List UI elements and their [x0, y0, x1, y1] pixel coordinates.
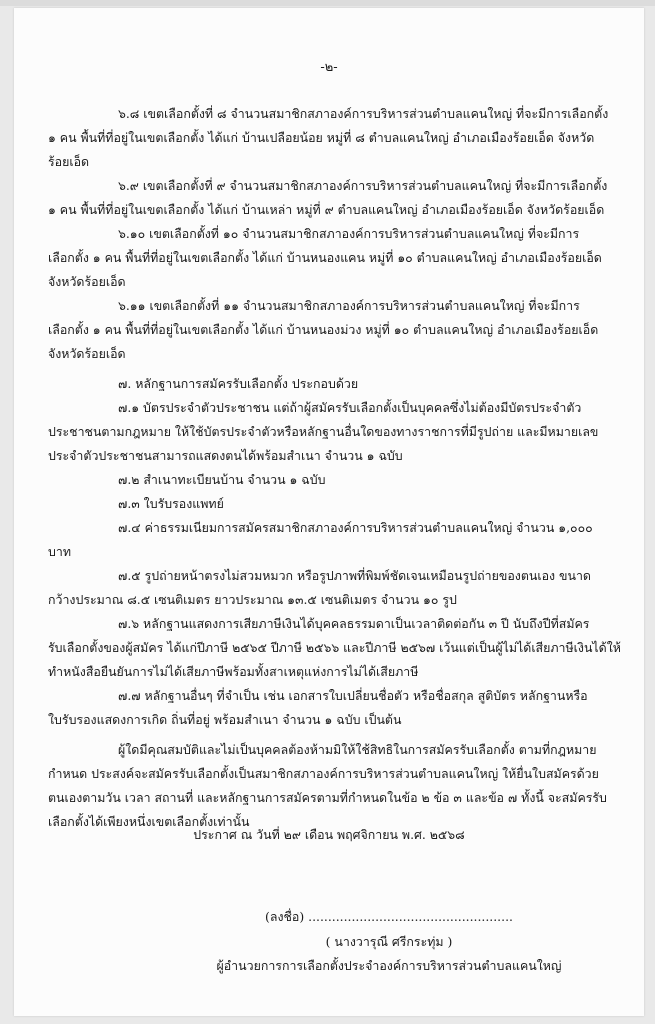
evidence-item-continuation: รับเลือกตั้งของผู้สมัคร ได้แก่ปีภาษี ๒๕๖๕ ปีภาษี ๒๕๖๖ และปีภาษี ๒๕๖๗ เว้นแต่เป็นผู้ไม่ได้เสียภาษีเงินได้ให้ทำหนังสือยืนยันการไม่ได้เสียภาษีพร้อมทั้งสาเหตุแห่งการไม่ได้เสียภาษี: [48, 640, 621, 679]
top-bar: [0, 0, 655, 6]
evidence-item-continuation: ใบรับรองแสดงการเกิด ถิ่นที่อยู่ พร้อมสำเนา จำนวน ๑ ฉบับ เป็นต้น: [48, 712, 402, 727]
evidence-item: [48, 612, 628, 684]
evidence-item-first-line: ๗.๖ หลักฐานแสดงการเสียภาษีเงินได้บุคคลธรรมดาเป็นเวลาติดต่อกัน ๓ ปี นับถึงปีที่สมัคร: [118, 616, 590, 631]
document-body: [48, 102, 628, 834]
signer-name: ( นางวารุณี ศรีกระทุ่ม ): [325, 934, 453, 949]
evidence-item-first-line: ๗.๗ หลักฐานอื่นๆ ที่จำเป็น เช่น เอกสารใบเปลี่ยนชื่อตัว หรือชื่อสกุล สูติบัตร หลักฐานหรือ: [118, 688, 588, 703]
page-number: -๒-: [320, 60, 338, 75]
evidence-item: [48, 468, 628, 492]
evidence-list: [48, 396, 628, 732]
evidence-item: [48, 516, 628, 564]
district-item-continuation: ๑ คน พื้นที่ที่อยู่ในเขตเลือกตั้ง ได้แก่ บ้านเหล่า หมู่ที่ ๙ ตำบลแคนใหญ่ อำเภอเมืองร้อยเอ็ด จังหวัดร้อยเอ็ด: [48, 202, 605, 217]
document-page: [14, 8, 644, 1016]
signature-line: (ลงชื่อ) ....................................................: [265, 909, 513, 924]
evidence-item-first-line: ๗.๑ บัตรประจำตัวประชาชน แต่ถ้าผู้สมัครรับเลือกตั้งเป็นบุคคลซึ่งไม่ต้องมีบัตรประจำตัว: [118, 400, 582, 415]
district-item: [48, 174, 628, 222]
evidence-item-first-line: ๗.๒ สำเนาทะเบียนบ้าน จำนวน ๑ ฉบับ: [118, 472, 326, 487]
district-item-continuation: เลือกตั้ง ๑ คน พื้นที่ที่อยู่ในเขตเลือกตั้ง ได้แก่ บ้านหนองม่วง หมู่ที่ ๑๐ ตำบลแคนใหญ่ อำเภอเมืองร้อยเอ็ด จังหวัดร้อยเอ็ด: [48, 322, 599, 361]
district-item-first-line: ๖.๑๑ เขตเลือกตั้งที่ ๑๑ จำนวนสมาชิกสภาองค์การบริหารส่วนตำบลแคนใหญ่ ที่จะมีการ: [118, 298, 580, 313]
signer-position: ผู้อำนวยการการเลือกตั้งประจำองค์การบริหารส่วนตำบลแคนใหญ่: [216, 958, 562, 973]
district-list: [48, 102, 628, 366]
evidence-item-continuation: บาท: [48, 544, 71, 559]
district-item-first-line: ๖.๙ เขตเลือกตั้งที่ ๙ จำนวนสมาชิกสภาองค์การบริหารส่วนตำบลแคนใหญ่ ที่จะมีการเลือกตั้ง: [118, 178, 608, 193]
qualification-paragraph: ผู้ใดมีคุณสมบัติและไม่เป็นบุคคลต้องห้ามมิให้ใช้สิทธิในการสมัครรับเลือกตั้ง ตามที่กฎหมายกำหนด ประสงค์จะสมัครรับเลือกตั้งเป็นสมาชิกสภาองค์การบริหารส่วนตำบลแคนใหญ่ ให้ยื่นใบสมัครด้วยตนเองตามวัน เวลา สถานที่ และหลักฐานการสมัครตามที่กำหนดในข้อ ๒ ข้อ ๓ และข้อ ๗ ทั้งนี้ จะสมัครรับเลือกตั้งได้เพียงหนึ่งเขตเลือกตั้งเท่านั้น: [48, 742, 607, 829]
district-item-first-line: ๖.๘ เขตเลือกตั้งที่ ๘ จำนวนสมาชิกสภาองค์การบริหารส่วนตำบลแคนใหญ่ ที่จะมีการเลือกตั้ง: [118, 106, 609, 121]
district-item-continuation: เลือกตั้ง ๑ คน พื้นที่ที่อยู่ในเขตเลือกตั้ง ได้แก่ บ้านหนองแคน หมู่ที่ ๑๐ ตำบลแคนใหญ่ อำเภอเมืองร้อยเอ็ด จังหวัดร้อยเอ็ด: [48, 250, 602, 289]
evidence-item-continuation: ประชาชนตามกฎหมาย ให้ใช้บัตรประจำตัวหรือหลักฐานอื่นใดของทางราชการที่มีรูปถ่าย และมีหมายเลขประจำตัวประชาชนสามารถแสดงตนได้พร้อมสำเนา จำนวน ๑ ฉบับ: [48, 424, 599, 463]
district-item-first-line: ๖.๑๐ เขตเลือกตั้งที่ ๑๐ จำนวนสมาชิกสภาองค์การบริหารส่วนตำบลแคนใหญ่ ที่จะมีการ: [118, 226, 580, 241]
district-item: [48, 222, 628, 294]
district-item-continuation: ๑ คน พื้นที่ที่อยู่ในเขตเลือกตั้ง ได้แก่ บ้านเปลือยน้อย หมู่ที่ ๘ ตำบลแคนใหญ่ อำเภอเมืองร้อยเอ็ด จังหวัดร้อยเอ็ด: [48, 130, 595, 169]
evidence-item: [48, 396, 628, 468]
evidence-item-first-line: ๗.๔ ค่าธรรมเนียมการสมัครสมาชิกสภาองค์การบริหารส่วนตำบลแคนใหญ่ จำนวน ๑,๐๐๐: [118, 520, 593, 535]
evidence-item-continuation: กว้างประมาณ ๘.๕ เซนติเมตร ยาวประมาณ ๑๓.๕ เซนติเมตร จำนวน ๑๐ รูป: [48, 592, 457, 607]
announcement-date: ประกาศ ณ วันที่ ๒๙ เดือน พฤศจิกายน พ.ศ. ๒๕๖๘: [193, 827, 465, 842]
evidence-item-first-line: ๗.๓ ใบรับรองแพทย์: [118, 496, 224, 511]
evidence-heading: ๗. หลักฐานการสมัครรับเลือกตั้ง ประกอบด้วย: [118, 376, 359, 391]
evidence-item: [48, 492, 628, 516]
district-item: [48, 102, 628, 174]
district-item: [48, 294, 628, 366]
evidence-item: [48, 564, 628, 612]
evidence-item: [48, 684, 628, 732]
evidence-item-first-line: ๗.๕ รูปถ่ายหน้าตรงไม่สวมหมวก หรือรูปภาพที่พิมพ์ชัดเจนเหมือนรูปถ่ายของตนเอง ขนาด: [118, 568, 591, 583]
